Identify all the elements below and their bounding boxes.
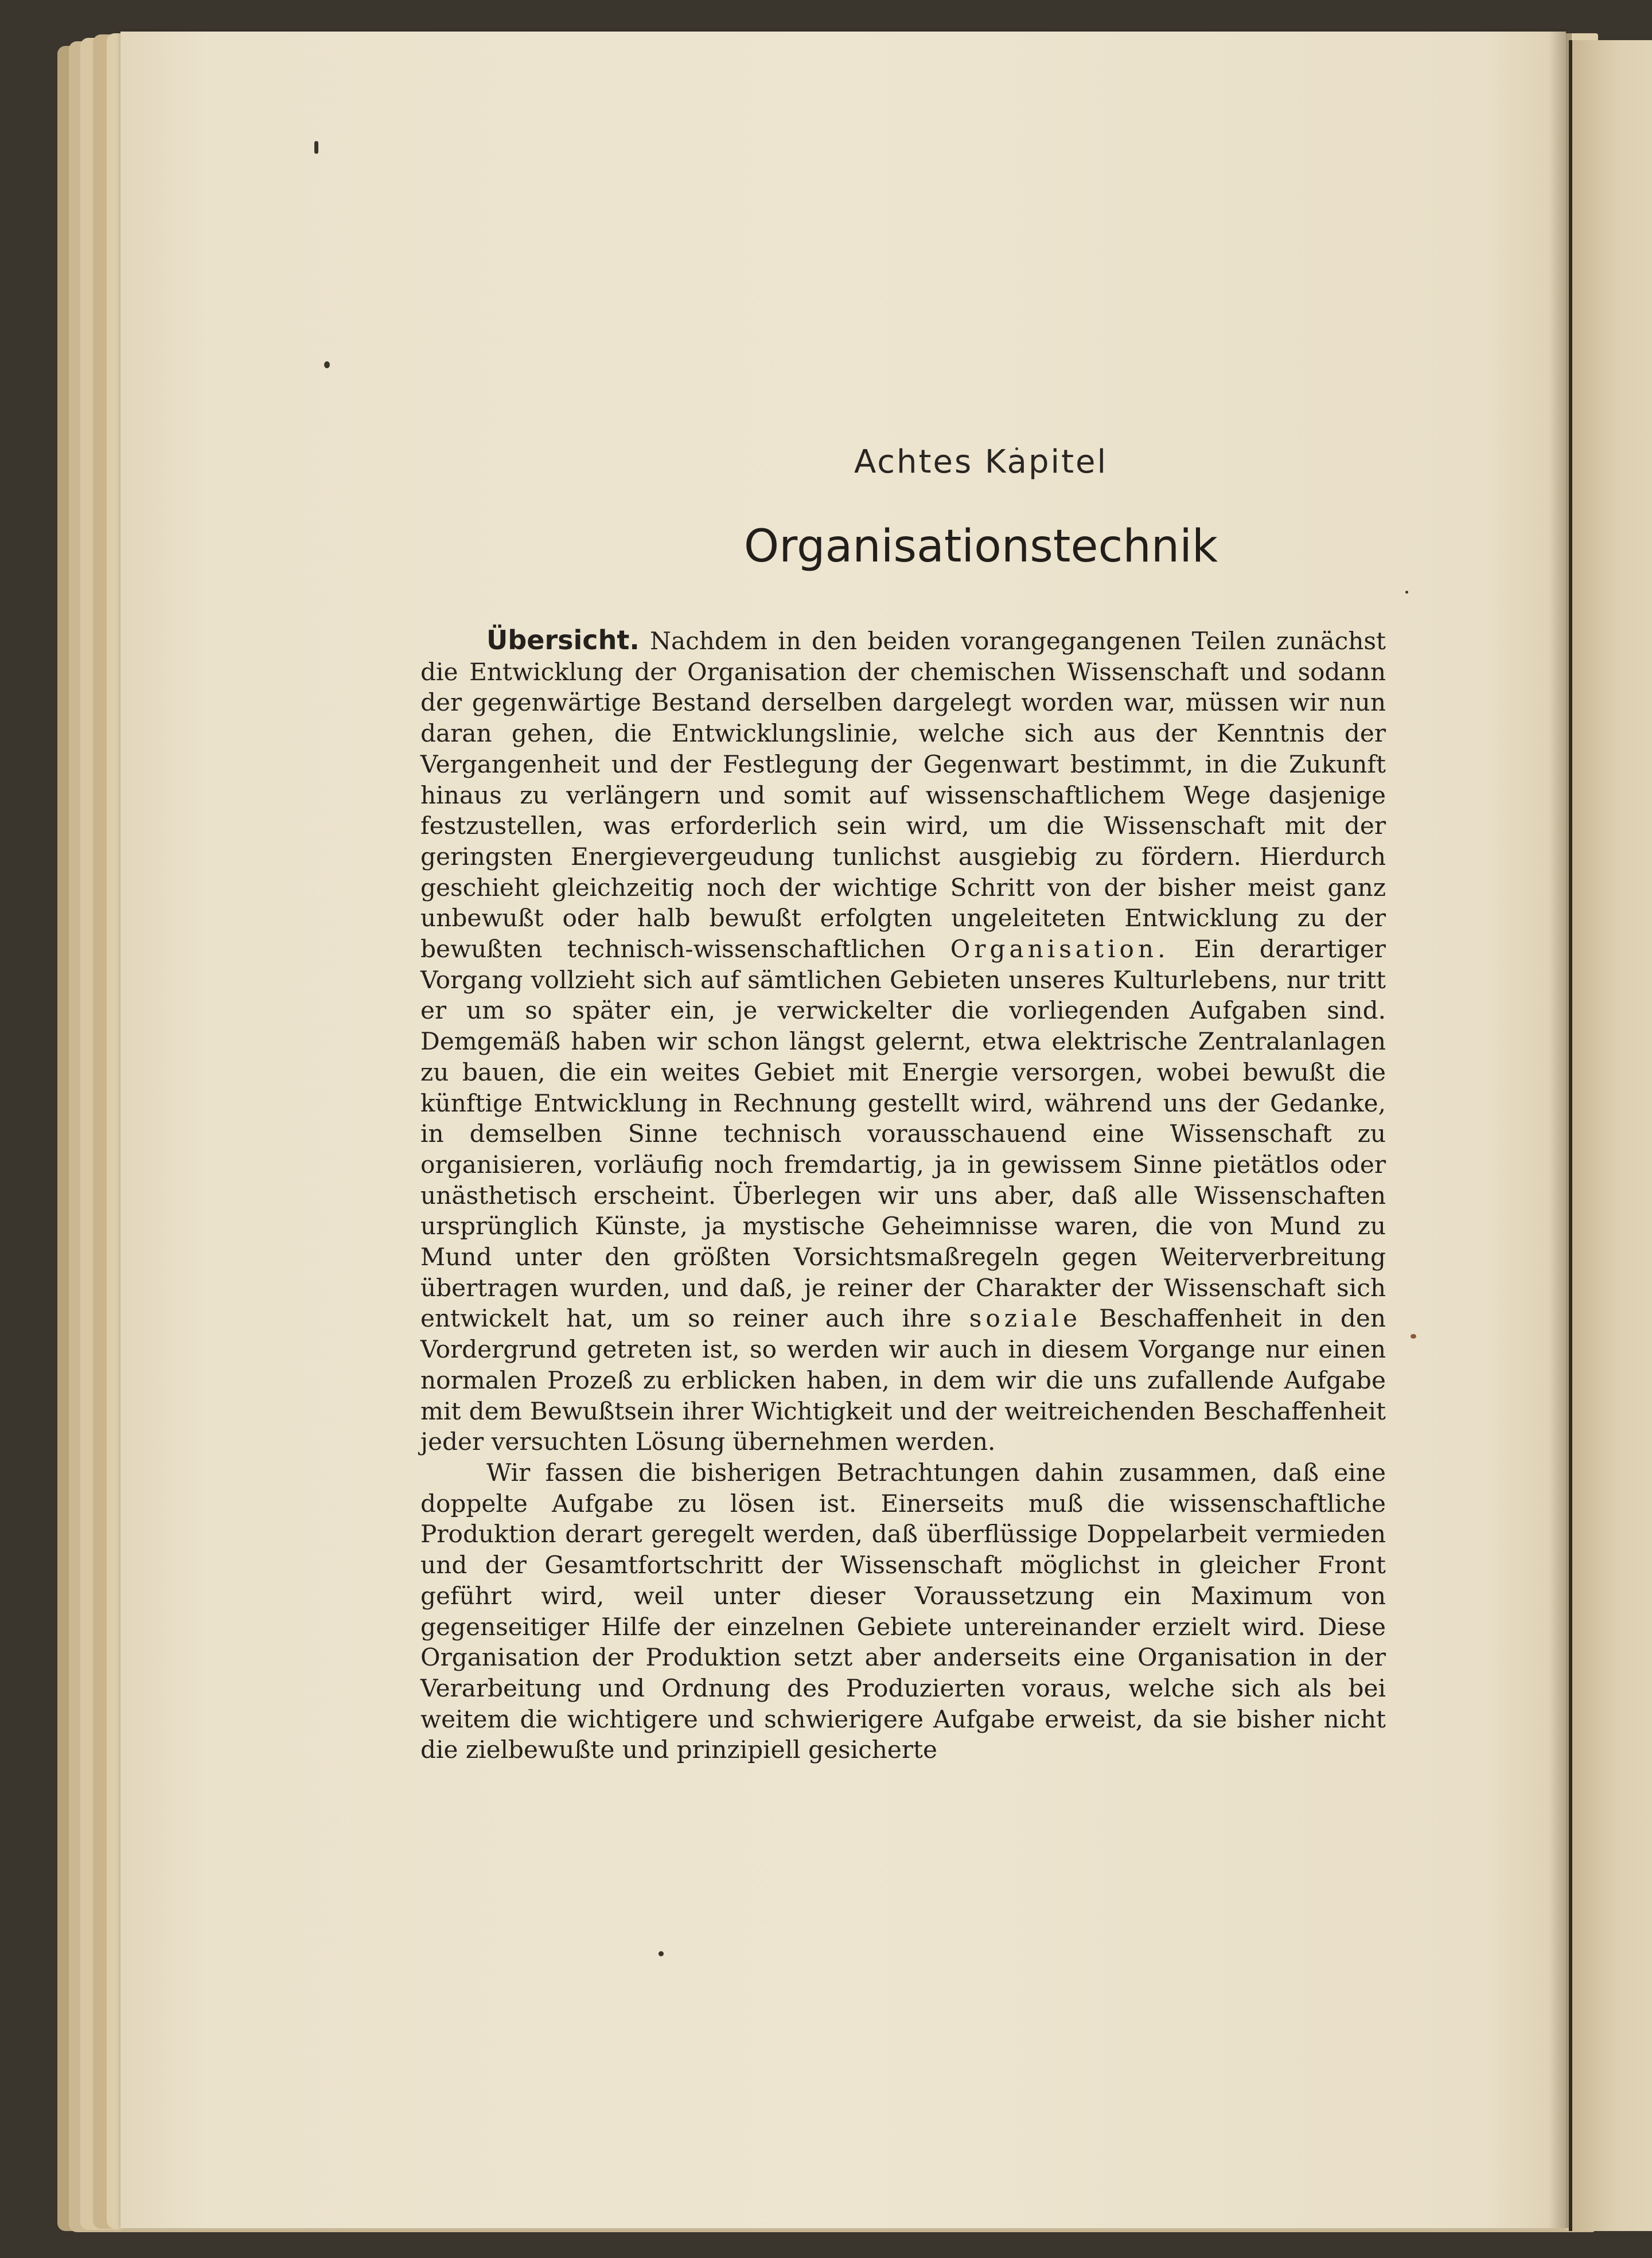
gutter-shadow [1549, 32, 1572, 2228]
second-paragraph: Wir fassen die bisherigen Betrachtungen dahin zusammen, daß eine doppelte Aufgabe zu lösen ist. Einerseits muß die wissenschaftliche Produktion derart geregelt werden, daß überflüssige Doppelarbeit vermieden und der Gesamtfortschritt der Wissenschaft möglichst in gleicher Front geführt wird, weil unter dieser Voraussetzung ein Maximum von gegenseitiger Hilfe der einzelnen Gebiete untereinander erzielt wird. Diese Organisation der Produktion setzt aber anderseits eine Organisation in der Verarbeitung und Ordnung des Produzierten voraus, welche sich als bei weitem die wichtigere und schwierigere Aufgabe erweist, da sie bisher nicht die zielbewußte und prinzipiell gesicherte [420, 1458, 1386, 1764]
facing-page-edge [1569, 40, 1652, 2231]
chapter-label: Achtes Kapitel [854, 443, 1108, 481]
emphasis-soziale: soziale [969, 1304, 1082, 1333]
overview-text-2: Ein derartiger Vorgang vollzieht sich auf sämtlichen Gebieten unseres Kulturlebens, nur tritt er um so später ein, je verwickelter die vorliegenden Aufgaben sind. Demgemäß haben wir schon längst gelernt, etwa elektrische Zentralanlagen zu bauen, die ein weites Gebiet mit Energie versorgen, wobei bewußt die künftige Entwicklung in Rechnung gestellt wird, während uns der Gedanke, in demselben Sinne technisch vorausschauend eine Wissenschaft zu organisieren, vorläufig noch fremdartig, ja in gewissem Sinne pietätlos oder unästhetisch erscheint. Überlegen wir uns aber, daß alle Wissenschaften ursprünglich Künste, ja mystische Geheimnisse waren, die von Mund zu Mund unter den größten Vorsichtsmaßregeln gegen Weiterverbreitung übertragen wurden, und daß, je reiner der Charakter der Wissenschaft sich entwickelt hat, um so reiner auch ihre [420, 935, 1386, 1333]
paper-speck [324, 361, 330, 368]
overview-text-3: Beschaffenheit in den Vordergrund getreten ist, so werden wir auch in diesem Vorgange nur einen normalen Prozeß zu erblicken haben, in dem wir die uns zufallende Aufgabe mit dem Bewußtsein ihrer Wichtigkeit und der weitreichenden Beschaffenheit jeder versuchten Lösung übernehmen werden. [420, 1304, 1386, 1456]
body-text [420, 625, 1386, 1765]
overview-lead: Übersicht. [486, 625, 640, 656]
chapter-title: Organisationstechnik [743, 521, 1218, 572]
overview-paragraph [420, 625, 1386, 1457]
paper-speck [314, 141, 318, 154]
paper-speck [1405, 591, 1408, 594]
emphasis-organisation: Organisation. [950, 935, 1170, 964]
paper-speck [659, 1951, 664, 1956]
paper-speck [1411, 1334, 1416, 1339]
overview-text-1: Nachdem in den beiden vorangegangenen Teilen zunächst die Entwicklung der Organisation der chemischen Wissenschaft und sodann der gegenwärtige Bestand derselben dargelegt worden war, müssen wir nun daran gehen, die Entwicklungslinie, welche sich aus der Kenntnis der Vergangenheit und der Festlegung der Gegenwart bestimmt, in die Zukunft hinaus zu verlängern und somit auf wissenschaftlichem Wege dasjenige festzustellen, was erforderlich sein wird, um die Wissenschaft mit der geringsten Energievergeudung tunlichst ausgiebig zu fördern. Hierdurch geschieht gleichzeitig noch der wichtige Schritt von der bisher meist ganz unbewußt oder halb bewußt erfolgten ungeleiteten Entwicklung zu der bewußten technisch-wissenschaftlichen [420, 627, 1386, 964]
